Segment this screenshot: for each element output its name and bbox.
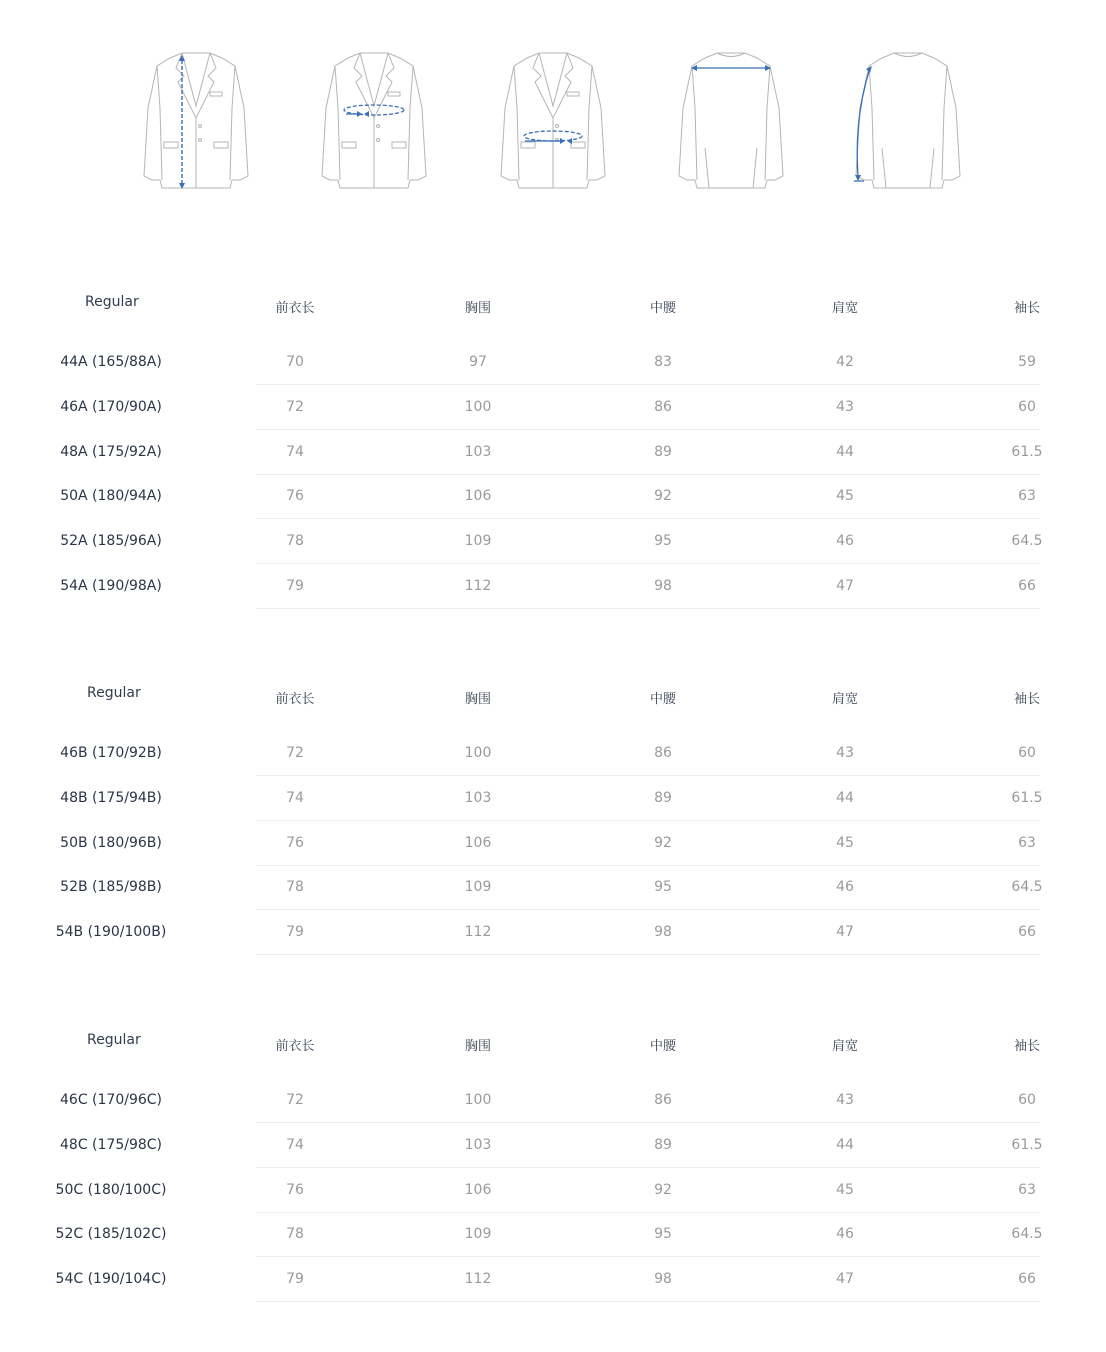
cell-shoulder: 46: [836, 879, 854, 896]
table-row: [0, 578, 1106, 623]
row-divider: [256, 518, 1040, 519]
cell-chest: 106: [464, 1181, 492, 1198]
size-label: 52C (185/102C): [55, 1226, 167, 1243]
row-divider: [256, 1212, 1040, 1213]
cell-waist: 98: [654, 1271, 672, 1288]
table-label: Regular: [87, 685, 141, 701]
cell-chest: 112: [464, 924, 492, 941]
cell-front-length: 76: [286, 834, 304, 851]
size-label: 54C (190/104C): [55, 1271, 167, 1288]
cell-chest: 109: [464, 879, 492, 896]
size-label: 48B (175/94B): [60, 789, 162, 806]
cell-shoulder: 43: [836, 1092, 854, 1108]
cell-chest: 103: [464, 1136, 492, 1153]
column-header-waist: 中腰: [649, 692, 677, 707]
row-divider: [256, 909, 1040, 910]
cell-front-length: 78: [286, 1226, 304, 1243]
cell-front-length: 76: [286, 1181, 304, 1198]
cell-waist: 92: [654, 1181, 672, 1198]
table-row: [0, 879, 1106, 924]
table-row: [0, 924, 1106, 969]
row-divider: [256, 1256, 1040, 1257]
cell-chest: 100: [464, 1092, 492, 1108]
row-divider: [256, 1301, 1040, 1302]
size-label: 46B (170/92B): [60, 745, 162, 761]
cell-shoulder: 44: [836, 443, 854, 460]
cell-sleeve: 66: [1018, 578, 1036, 594]
cell-shoulder: 45: [836, 1181, 854, 1198]
row-divider: [256, 954, 1040, 955]
size-label: 52A (185/96A): [60, 533, 162, 550]
row-divider: [256, 820, 1040, 821]
column-header-front-length: 前衣长: [275, 301, 315, 316]
cell-chest: 109: [464, 1226, 492, 1243]
cell-chest: 100: [464, 398, 492, 415]
cell-chest: 106: [464, 488, 492, 505]
table-row: [0, 354, 1106, 399]
column-header-sleeve: 袖长: [1013, 301, 1041, 316]
cell-waist: 86: [654, 1092, 672, 1108]
cell-sleeve: 63: [1018, 1181, 1036, 1198]
table-label: Regular: [85, 294, 139, 310]
jacket-sleeve-diagram: [852, 48, 964, 194]
cell-front-length: 70: [286, 354, 304, 370]
column-header-front-length: 前衣长: [275, 692, 315, 707]
cell-waist: 95: [654, 1226, 672, 1243]
cell-sleeve: 64.5: [1011, 879, 1043, 896]
size-label: 44A (165/88A): [60, 354, 162, 370]
column-header-chest: 胸围: [464, 301, 492, 316]
cell-shoulder: 42: [836, 354, 854, 370]
cell-shoulder: 47: [836, 1271, 854, 1288]
row-divider: [256, 429, 1040, 430]
table-row: [0, 1092, 1106, 1137]
column-header-sleeve: 袖长: [1013, 692, 1041, 707]
cell-shoulder: 43: [836, 398, 854, 415]
cell-waist: 83: [654, 354, 672, 370]
cell-sleeve: 64.5: [1011, 533, 1043, 550]
table-row: [0, 533, 1106, 578]
cell-waist: 89: [654, 789, 672, 806]
cell-shoulder: 44: [836, 789, 854, 806]
size-label: 48A (175/92A): [60, 443, 162, 460]
table-row: [0, 745, 1106, 790]
table-row: [0, 835, 1106, 880]
size-label: 46C (170/96C): [60, 1092, 162, 1108]
size-label: 50C (180/100C): [55, 1181, 167, 1198]
cell-front-length: 79: [286, 924, 304, 941]
jacket-front-icon: [318, 48, 430, 194]
cell-front-length: 74: [286, 443, 304, 460]
jacket-chest-diagram: [318, 48, 430, 194]
cell-chest: 112: [464, 578, 492, 594]
cell-chest: 112: [464, 1271, 492, 1288]
cell-shoulder: 43: [836, 745, 854, 761]
cell-front-length: 79: [286, 578, 304, 594]
column-header-shoulder: 肩宽: [831, 1039, 859, 1054]
cell-front-length: 72: [286, 1092, 304, 1108]
cell-chest: 106: [464, 834, 492, 851]
cell-chest: 103: [464, 789, 492, 806]
jacket-front-length-diagram: [140, 48, 252, 194]
row-divider: [256, 865, 1040, 866]
cell-shoulder: 47: [836, 578, 854, 594]
cell-sleeve: 61.5: [1011, 1136, 1043, 1153]
cell-sleeve: 66: [1018, 924, 1036, 941]
cell-front-length: 74: [286, 789, 304, 806]
cell-sleeve: 60: [1018, 745, 1036, 761]
cell-front-length: 72: [286, 745, 304, 761]
cell-waist: 89: [654, 443, 672, 460]
cell-front-length: 72: [286, 398, 304, 415]
size-label: 52B (185/98B): [60, 879, 162, 896]
cell-sleeve: 59: [1018, 354, 1036, 370]
cell-waist: 92: [654, 488, 672, 505]
cell-chest: 103: [464, 443, 492, 460]
cell-waist: 86: [654, 398, 672, 415]
row-divider: [256, 608, 1040, 609]
cell-chest: 97: [469, 354, 487, 370]
size-label: 50A (180/94A): [60, 488, 162, 505]
cell-sleeve: 66: [1018, 1271, 1036, 1288]
cell-sleeve: 61.5: [1011, 443, 1043, 460]
size-label: 50B (180/96B): [60, 834, 162, 851]
table-row: [0, 1271, 1106, 1316]
jacket-front-icon: [497, 48, 609, 194]
cell-sleeve: 63: [1018, 488, 1036, 505]
jacket-back-icon: [675, 48, 787, 194]
cell-sleeve: 63: [1018, 834, 1036, 851]
row-divider: [256, 1167, 1040, 1168]
cell-front-length: 78: [286, 879, 304, 896]
measurement-diagrams: [0, 0, 1106, 200]
size-label: 54A (190/98A): [60, 578, 162, 594]
cell-waist: 86: [654, 745, 672, 761]
jacket-waist-diagram: [497, 48, 609, 194]
cell-chest: 109: [464, 533, 492, 550]
jacket-shoulder-diagram: [675, 48, 787, 194]
jacket-back-icon: [852, 48, 964, 194]
cell-waist: 95: [654, 533, 672, 550]
table-row: [0, 1226, 1106, 1271]
column-header-front-length: 前衣长: [275, 1039, 315, 1054]
table-row: [0, 1182, 1106, 1227]
cell-front-length: 78: [286, 533, 304, 550]
cell-chest: 100: [464, 745, 492, 761]
column-header-shoulder: 肩宽: [831, 692, 859, 707]
column-header-sleeve: 袖长: [1013, 1039, 1041, 1054]
column-header-waist: 中腰: [649, 1039, 677, 1054]
cell-shoulder: 44: [836, 1136, 854, 1153]
column-header-shoulder: 肩宽: [831, 301, 859, 316]
cell-waist: 98: [654, 578, 672, 594]
cell-sleeve: 64.5: [1011, 1226, 1043, 1243]
cell-shoulder: 46: [836, 533, 854, 550]
cell-waist: 89: [654, 1136, 672, 1153]
cell-shoulder: 46: [836, 1226, 854, 1243]
table-row: [0, 399, 1106, 444]
table-row: [0, 1137, 1106, 1182]
cell-front-length: 79: [286, 1271, 304, 1288]
row-divider: [256, 474, 1040, 475]
cell-waist: 95: [654, 879, 672, 896]
row-divider: [256, 563, 1040, 564]
table-row: [0, 444, 1106, 489]
row-divider: [256, 384, 1040, 385]
column-header-chest: 胸围: [464, 692, 492, 707]
cell-shoulder: 47: [836, 924, 854, 941]
size-label: 46A (170/90A): [60, 398, 162, 415]
cell-sleeve: 60: [1018, 1092, 1036, 1108]
row-divider: [256, 775, 1040, 776]
cell-front-length: 76: [286, 488, 304, 505]
cell-waist: 92: [654, 834, 672, 851]
column-header-waist: 中腰: [649, 301, 677, 316]
table-label: Regular: [87, 1032, 141, 1048]
cell-shoulder: 45: [836, 488, 854, 505]
size-label: 48C (175/98C): [60, 1136, 162, 1153]
size-label: 54B (190/100B): [55, 924, 167, 941]
cell-sleeve: 60: [1018, 398, 1036, 415]
cell-sleeve: 61.5: [1011, 789, 1043, 806]
column-header-chest: 胸围: [464, 1039, 492, 1054]
cell-front-length: 74: [286, 1136, 304, 1153]
jacket-front-icon: [140, 48, 252, 194]
row-divider: [256, 1122, 1040, 1123]
cell-waist: 98: [654, 924, 672, 941]
cell-shoulder: 45: [836, 834, 854, 851]
table-row: [0, 790, 1106, 835]
table-row: [0, 488, 1106, 533]
